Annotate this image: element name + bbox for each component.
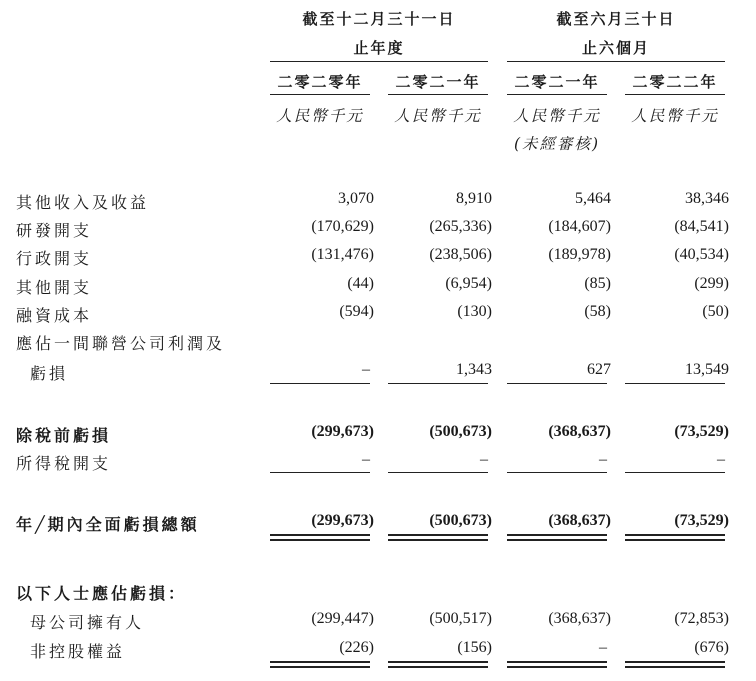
row-label-attributable: 以下人士應佔虧損：: [16, 584, 188, 603]
currency-unit-1: 人民幣千元: [276, 107, 364, 125]
total-double-rule: [625, 661, 725, 668]
subtotal-rule: [507, 472, 607, 473]
row-label-owners: 母公司擁有人: [30, 613, 145, 632]
cell: (265,336): [429, 218, 492, 235]
period-title-annual-1: 截至十二月三十一日: [302, 10, 456, 28]
row-label-other-income: 其他收入及收益: [16, 193, 150, 212]
cell: 627: [587, 361, 611, 378]
total-double-rule: [270, 534, 370, 541]
cell: (84,541): [674, 218, 729, 235]
currency-unit-3: 人民幣千元: [513, 107, 601, 125]
cell: (299): [694, 275, 729, 292]
cell: (500,517): [429, 610, 492, 627]
subtotal-rule: [507, 383, 607, 384]
cell: –: [599, 639, 607, 656]
cell: –: [480, 451, 488, 468]
cell: (50): [702, 303, 729, 320]
cell: (226): [339, 639, 374, 656]
subtotal-rule: [270, 472, 370, 473]
cell: (58): [584, 303, 611, 320]
column-rule-2: [388, 94, 488, 95]
cell: (299,447): [311, 610, 374, 627]
total-double-rule: [507, 534, 607, 541]
row-label-income-tax: 所得稅開支: [16, 454, 112, 473]
period-title-interim-2: 止六個月: [581, 39, 650, 57]
cell: (72,853): [674, 610, 729, 627]
total-double-rule: [507, 661, 607, 668]
cell: 5,464: [575, 190, 611, 207]
cell: (6,954): [445, 275, 492, 292]
header-rule-annual: [270, 61, 488, 62]
column-interim-2021: 二零二一年: [514, 73, 600, 91]
cell: (40,534): [674, 246, 729, 263]
cell: (500,673): [429, 423, 492, 440]
cell: 1,343: [456, 361, 492, 378]
subtotal-rule: [625, 383, 725, 384]
cell: (368,637): [548, 512, 611, 529]
cell: (368,637): [548, 610, 611, 627]
cell: 8,910: [456, 190, 492, 207]
column-rule-4: [625, 94, 725, 95]
cell: (299,673): [311, 423, 374, 440]
cell: (189,978): [548, 246, 611, 263]
subtotal-rule: [270, 383, 370, 384]
row-label-other-expenses: 其他開支: [16, 278, 93, 297]
row-label-loss-before-tax: 除稅前虧損: [16, 426, 112, 445]
cell: –: [362, 361, 370, 378]
row-label-finance-costs: 融資成本: [16, 306, 93, 325]
column-rule-3: [507, 94, 607, 95]
column-rule-1: [270, 94, 370, 95]
cell: (85): [584, 275, 611, 292]
cell: –: [717, 451, 725, 468]
cell: (130): [457, 303, 492, 320]
total-double-rule: [388, 661, 488, 668]
row-label-admin: 行政開支: [16, 249, 93, 268]
column-interim-2022: 二零二二年: [632, 73, 718, 91]
cell: –: [599, 451, 607, 468]
cell: (131,476): [311, 246, 374, 263]
cell: 3,070: [338, 190, 374, 207]
cell: (44): [347, 275, 374, 292]
period-title-interim-1: 截至六月三十日: [556, 10, 676, 28]
cell: –: [362, 451, 370, 468]
row-label-total-loss: 年╱期內全面虧損總額: [16, 515, 200, 534]
header-rule-interim: [507, 61, 725, 62]
cell: (500,673): [429, 512, 492, 529]
cell: 38,346: [685, 190, 729, 207]
unaudited-note: (未經審核): [513, 135, 601, 153]
column-year-2021: 二零二一年: [395, 73, 481, 91]
cell: (299,673): [311, 512, 374, 529]
column-year-2020: 二零二零年: [277, 73, 363, 91]
total-double-rule: [388, 534, 488, 541]
subtotal-rule: [625, 472, 725, 473]
currency-unit-4: 人民幣千元: [631, 107, 719, 125]
currency-unit-2: 人民幣千元: [394, 107, 482, 125]
cell: (238,506): [429, 246, 492, 263]
row-label-associate: 應佔一間聯營公司利潤及: [16, 334, 226, 353]
cell: 13,549: [685, 361, 729, 378]
cell: (73,529): [674, 512, 729, 529]
subtotal-rule: [388, 383, 488, 384]
cell: (594): [339, 303, 374, 320]
cell: (170,629): [311, 218, 374, 235]
subtotal-rule: [388, 472, 488, 473]
total-double-rule: [625, 534, 725, 541]
cell: (184,607): [548, 218, 611, 235]
cell: (368,637): [548, 423, 611, 440]
row-label-associate-cont: 虧損: [30, 364, 69, 383]
cell: (73,529): [674, 423, 729, 440]
cell: (156): [457, 639, 492, 656]
row-label-nci: 非控股權益: [30, 642, 126, 661]
row-label-rnd: 研發開支: [16, 221, 93, 240]
period-title-annual-2: 止年度: [353, 39, 405, 57]
total-double-rule: [270, 661, 370, 668]
cell: (676): [694, 639, 729, 656]
